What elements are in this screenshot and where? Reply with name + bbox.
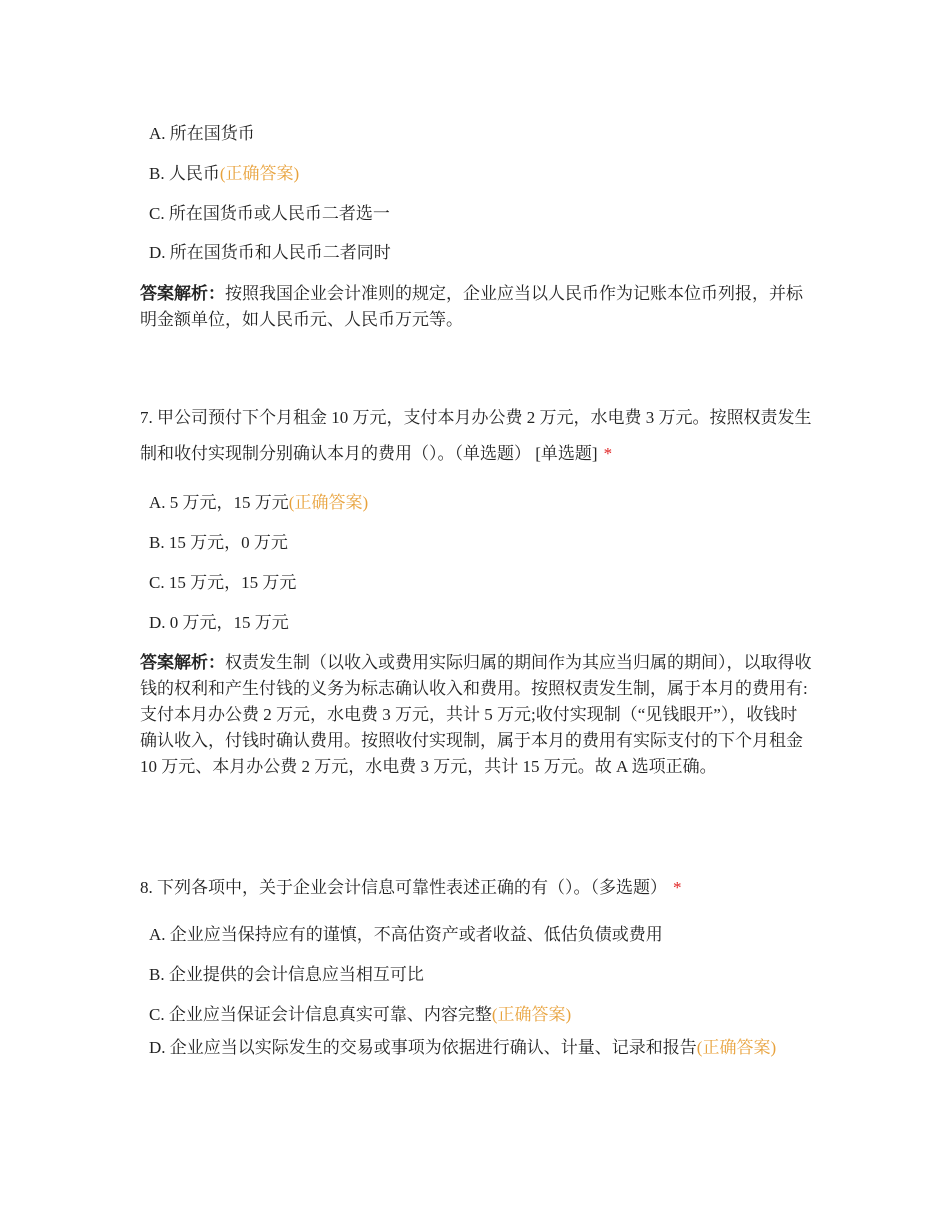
option-text: D. 所在国货币和人民币二者同时 [149, 243, 391, 262]
option-text: B. 人民币 [149, 164, 220, 183]
q7-analysis [140, 650, 812, 780]
analysis-label: 答案解析： [140, 653, 225, 672]
q7-option-b [149, 532, 288, 554]
option-text: A. 5 万元，15 万元 [149, 493, 289, 512]
correct-answer-mark: (正确答案) [696, 1038, 777, 1057]
q6-option-a [149, 123, 255, 145]
required-asterisk: * [603, 444, 613, 463]
q8-option-a [149, 924, 663, 946]
q6-option-c [149, 203, 390, 225]
option-text: B. 15 万元，0 万元 [149, 533, 288, 552]
required-asterisk: * [673, 878, 682, 897]
q6-option-b [149, 163, 299, 185]
q8-option-b [149, 964, 424, 986]
correct-answer-mark: (正确答案) [491, 1005, 572, 1024]
q8-option-d [149, 1037, 809, 1059]
analysis-text: 按照我国企业会计准则的规定，企业应当以人民币作为记账本位币列报，并标明金额单位，如人民币元、人民币万元等。 [140, 284, 803, 329]
q7-option-a [149, 492, 368, 514]
option-text: A. 企业应当保持应有的谨慎，不高估资产或者收益、低估负债或费用 [149, 925, 663, 944]
option-text: C. 15 万元，15 万元 [149, 573, 297, 592]
analysis-text: 权责发生制（以收入或费用实际归属的期间作为其应当归属的期间），以取得收钱的权利和产生付钱的义务为标志确认收入和费用。按照权责发生制，属于本月的费用有:支付本月办公费 2 万元，水电费 3 万元，共计 5 万元;收付实现制（“见钱眼开”），收钱时确认收入，付钱时确认费用。按照收付实现制，属于本月的费用有实际支付的下个月租金 10 万元、本月办公费 2 万元，水电费 3 万元，共计 15 万元。故 A 选项正确。 [140, 653, 812, 776]
question-text: 7. 甲公司预付下个月租金 10 万元，支付本月办公费 2 万元，水电费 3 万元。按照权责发生制和收付实现制分别确认本月的费用（）。（单选题） [单选题] [140, 408, 812, 463]
q8-option-c [149, 1004, 571, 1026]
q6-option-d [149, 242, 391, 264]
q8-title [140, 870, 812, 906]
q7-option-c [149, 572, 296, 594]
correct-answer-mark: (正确答案) [288, 493, 369, 512]
question-text: 8. 下列各项中，关于企业会计信息可靠性表述正确的有（）。（多选题） [140, 878, 667, 897]
option-text: C. 企业应当保证会计信息真实可靠、内容完整 [149, 1005, 492, 1024]
q6-analysis [140, 281, 812, 333]
correct-answer-mark: (正确答案) [219, 164, 300, 183]
q7-title [140, 400, 812, 472]
option-text: D. 0 万元，15 万元 [149, 613, 289, 632]
option-text: C. 所在国货币或人民币二者选一 [149, 204, 390, 223]
analysis-label: 答案解析： [140, 284, 225, 303]
option-text: B. 企业提供的会计信息应当相互可比 [149, 965, 424, 984]
option-text: D. 企业应当以实际发生的交易或事项为依据进行确认、计量、记录和报告 [149, 1038, 697, 1057]
q7-option-d [149, 612, 289, 634]
option-text: A. 所在国货币 [149, 124, 255, 143]
